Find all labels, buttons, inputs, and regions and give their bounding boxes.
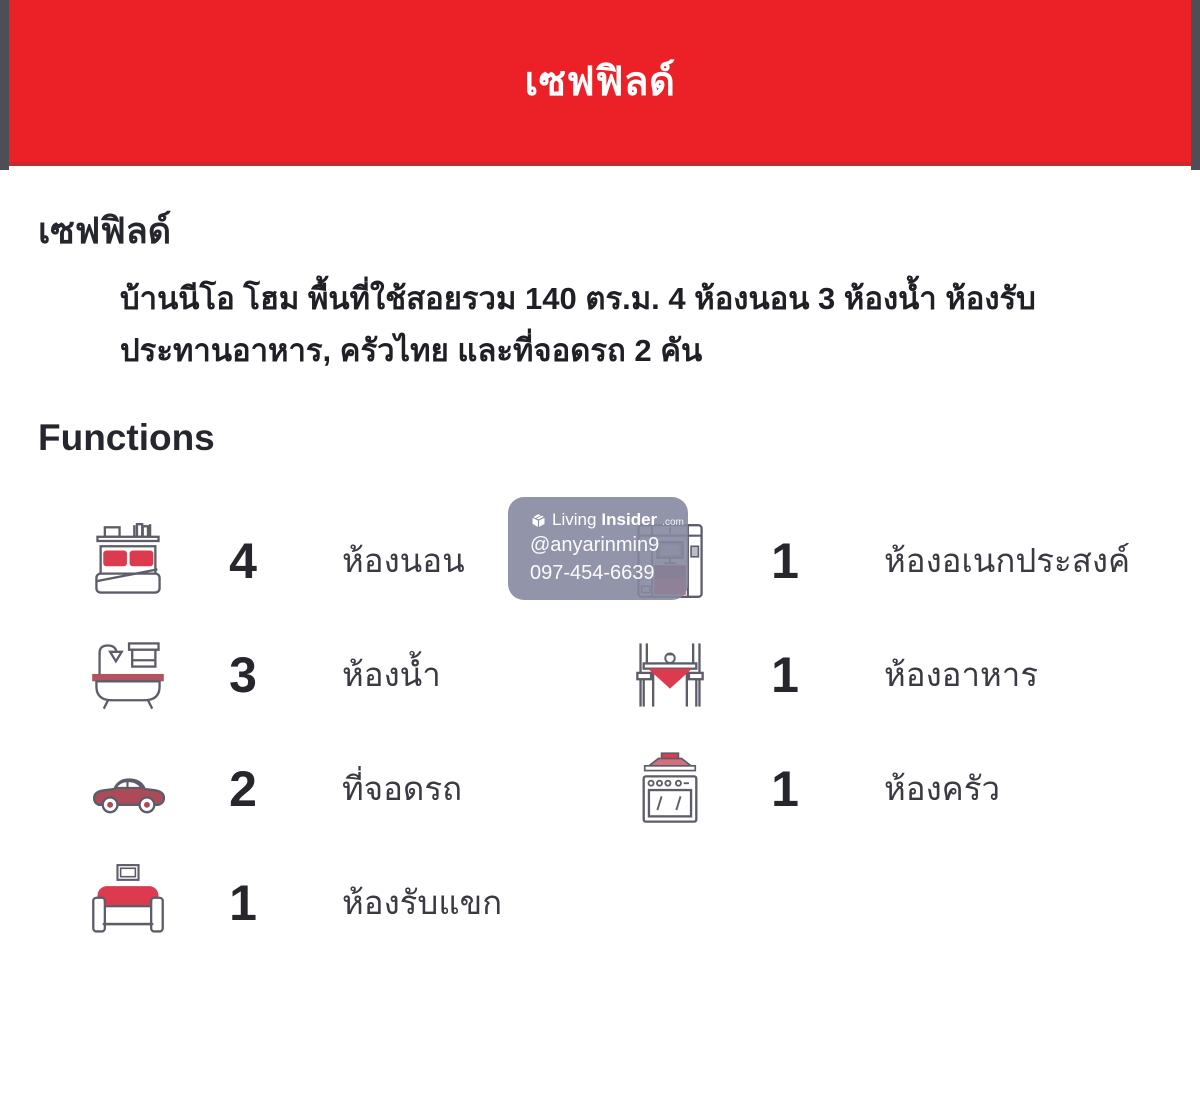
function-item-sofa xyxy=(88,846,624,960)
listing-detail-content xyxy=(0,170,1200,1097)
function-count: 1 xyxy=(771,760,799,817)
function-label: ที่จอดรถ xyxy=(342,770,463,808)
function-count: 3 xyxy=(229,646,257,703)
app-header xyxy=(0,0,1200,166)
function-item-dining-table xyxy=(624,618,1160,732)
watermark-brand-bold: Insider xyxy=(601,510,658,530)
bed-icon xyxy=(88,519,168,603)
left-edge-strip xyxy=(0,0,9,170)
function-item-bathtub xyxy=(88,618,624,732)
function-label: ห้องครัว xyxy=(884,770,1001,808)
watermark-phone: 097-454-6639 xyxy=(530,561,655,584)
function-item-stove xyxy=(624,732,1160,846)
header-title: เซฟฟิลด์ xyxy=(524,60,676,104)
function-label: ห้องน้ำ xyxy=(342,656,441,694)
function-count: 1 xyxy=(229,874,257,931)
dining-table-icon xyxy=(630,633,710,717)
function-item-tv-cabinet xyxy=(624,504,1160,618)
page-title: เซฟฟิลด์ xyxy=(38,210,172,251)
function-count: 1 xyxy=(771,646,799,703)
car-icon xyxy=(88,747,168,831)
function-label: ห้องรับแขก xyxy=(342,884,503,922)
bathtub-icon xyxy=(88,633,168,717)
function-count: 2 xyxy=(229,760,257,817)
living-insider-cube-icon xyxy=(530,512,547,529)
function-count: 1 xyxy=(771,532,799,589)
watermark-brand-line xyxy=(530,511,688,530)
function-item-car xyxy=(88,732,624,846)
function-label: ห้องนอน xyxy=(342,542,465,580)
function-label: ห้องอเนกประสงค์ xyxy=(884,542,1131,580)
right-edge-strip xyxy=(1191,0,1200,170)
sofa-icon xyxy=(88,861,168,945)
watermark-brand: Living xyxy=(552,510,597,530)
listing-description: บ้านนีโอ โฮม พื้นที่ใช้สอยรวม 140 ตร.ม. 4 ห้องนอน 3 ห้องน้ำ ห้องรับประทานอาหาร, ครัวไทย และที่จอดรถ 2 คัน xyxy=(120,281,1036,369)
functions-heading: Functions xyxy=(38,416,215,458)
watermark-brand-suffix: .com xyxy=(662,517,684,529)
stove-icon xyxy=(630,747,710,831)
function-label: ห้องอาหาร xyxy=(884,656,1039,694)
function-count: 4 xyxy=(229,532,257,589)
watermark-badge xyxy=(508,497,688,600)
watermark-handle: @anyarinmin9 xyxy=(530,533,660,556)
